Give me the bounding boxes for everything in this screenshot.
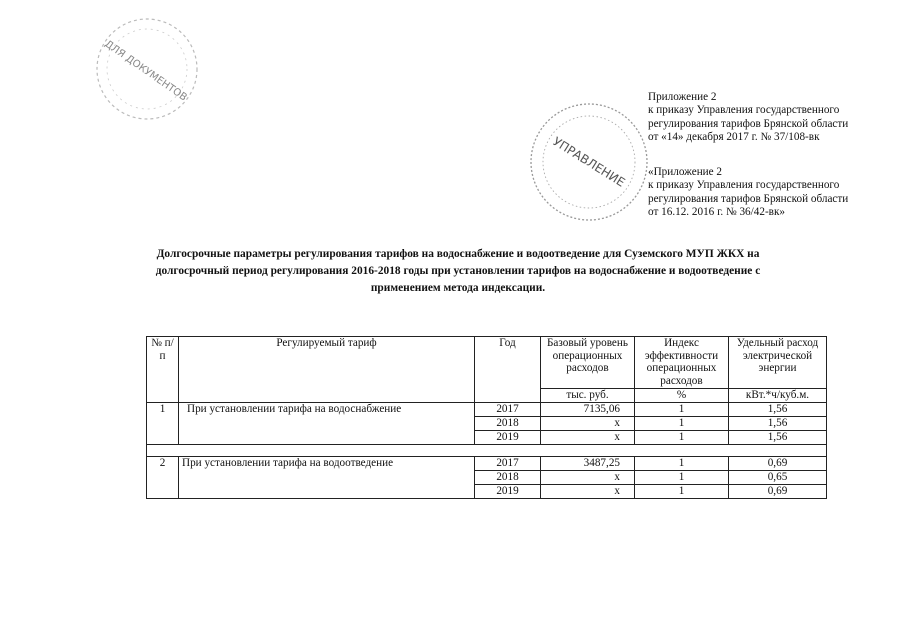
table-row: [147, 456, 827, 470]
appendix-previous-line1: «Приложение 2: [648, 166, 723, 178]
header-num: № п/п: [147, 337, 179, 403]
appendix-current-line4: от «14» декабря 2017 г. № 37/108-вк: [648, 131, 820, 144]
unit-specific: кВт.*ч/куб.м.: [729, 389, 827, 403]
appendix-current: [648, 91, 848, 145]
cell-specific: 0,65: [729, 470, 827, 484]
cell-specific: 0,69: [729, 484, 827, 498]
group-tariff: При установлении тарифа на водоснабжение: [179, 402, 475, 444]
cell-specific: 0,69: [729, 456, 827, 470]
header-specific-consumption: Удельный расход электрической энергии: [729, 337, 827, 389]
cell-specific: 1,56: [729, 430, 827, 444]
cell-base: х: [541, 484, 635, 498]
title-line3: применением метода индексации.: [370, 282, 546, 294]
cell-year: 2018: [475, 470, 541, 484]
document-title: [118, 246, 798, 297]
header-base-level: Базовый уровень операционных расходов: [541, 337, 635, 389]
appendix-current-line3: регулирования тарифов Брянской области: [648, 117, 849, 130]
cell-year: 2017: [475, 456, 541, 470]
unit-base: тыс. руб.: [541, 389, 635, 403]
stamp-for-documents: [92, 14, 202, 124]
header-tariff: Регулируемый тариф: [179, 337, 475, 403]
cell-index: 1: [635, 470, 729, 484]
cell-index: 1: [635, 402, 729, 416]
cell-specific: 1,56: [729, 402, 827, 416]
title-line2: долгосрочный период регулирования 2016-2018 годы при установлении тарифов на водоснабжение и водоотведение с: [155, 265, 761, 277]
cell-base: 7135,06: [541, 402, 635, 416]
table-row: [147, 402, 827, 416]
cell-index: 1: [635, 416, 729, 430]
cell-base: х: [541, 416, 635, 430]
group-number: 1: [147, 402, 179, 444]
cell-index: 1: [635, 456, 729, 470]
cell-year: 2019: [475, 484, 541, 498]
stamp-administration: [524, 98, 654, 226]
appendix-previous-line2: к приказу Управления государственного: [648, 179, 840, 192]
spacer-cell: [147, 444, 827, 456]
cell-index: 1: [635, 430, 729, 444]
unit-index: %: [635, 389, 729, 403]
appendix-current-line1: Приложение 2: [648, 91, 717, 103]
title-line1: Долгосрочные параметры регулирования тарифов на водоснабжение и водоотведение для Суземского МУП ЖКХ на: [156, 248, 760, 260]
appendix-previous-line3: регулирования тарифов Брянской области: [648, 192, 849, 205]
stamp-left-label: ДЛЯ ДОКУМЕНТОВ: [102, 38, 189, 104]
appendix-previous: [648, 166, 848, 220]
cell-year: 2018: [475, 416, 541, 430]
tariff-parameters-table: [146, 336, 827, 499]
header-row: [147, 337, 827, 389]
appendix-current-line2: к приказу Управления государственного: [648, 104, 840, 117]
header-year: Год: [475, 337, 541, 403]
table-spacer-row: [147, 444, 827, 456]
cell-year: 2019: [475, 430, 541, 444]
cell-year: 2017: [475, 402, 541, 416]
cell-base: 3487,25: [541, 456, 635, 470]
appendix-previous-line4: от 16.12. 2016 г. № 36/42-вк»: [648, 206, 785, 219]
group-tariff: При установлении тарифа на водоотведение: [179, 456, 475, 498]
cell-specific: 1,56: [729, 416, 827, 430]
stamp-right-label: УПРАВЛЕНИЕ: [550, 134, 628, 190]
cell-index: 1: [635, 484, 729, 498]
group-number: 2: [147, 456, 179, 498]
cell-base: х: [541, 430, 635, 444]
cell-base: х: [541, 470, 635, 484]
header-efficiency-index: Индекс эффективности операционных расходов: [635, 337, 729, 389]
